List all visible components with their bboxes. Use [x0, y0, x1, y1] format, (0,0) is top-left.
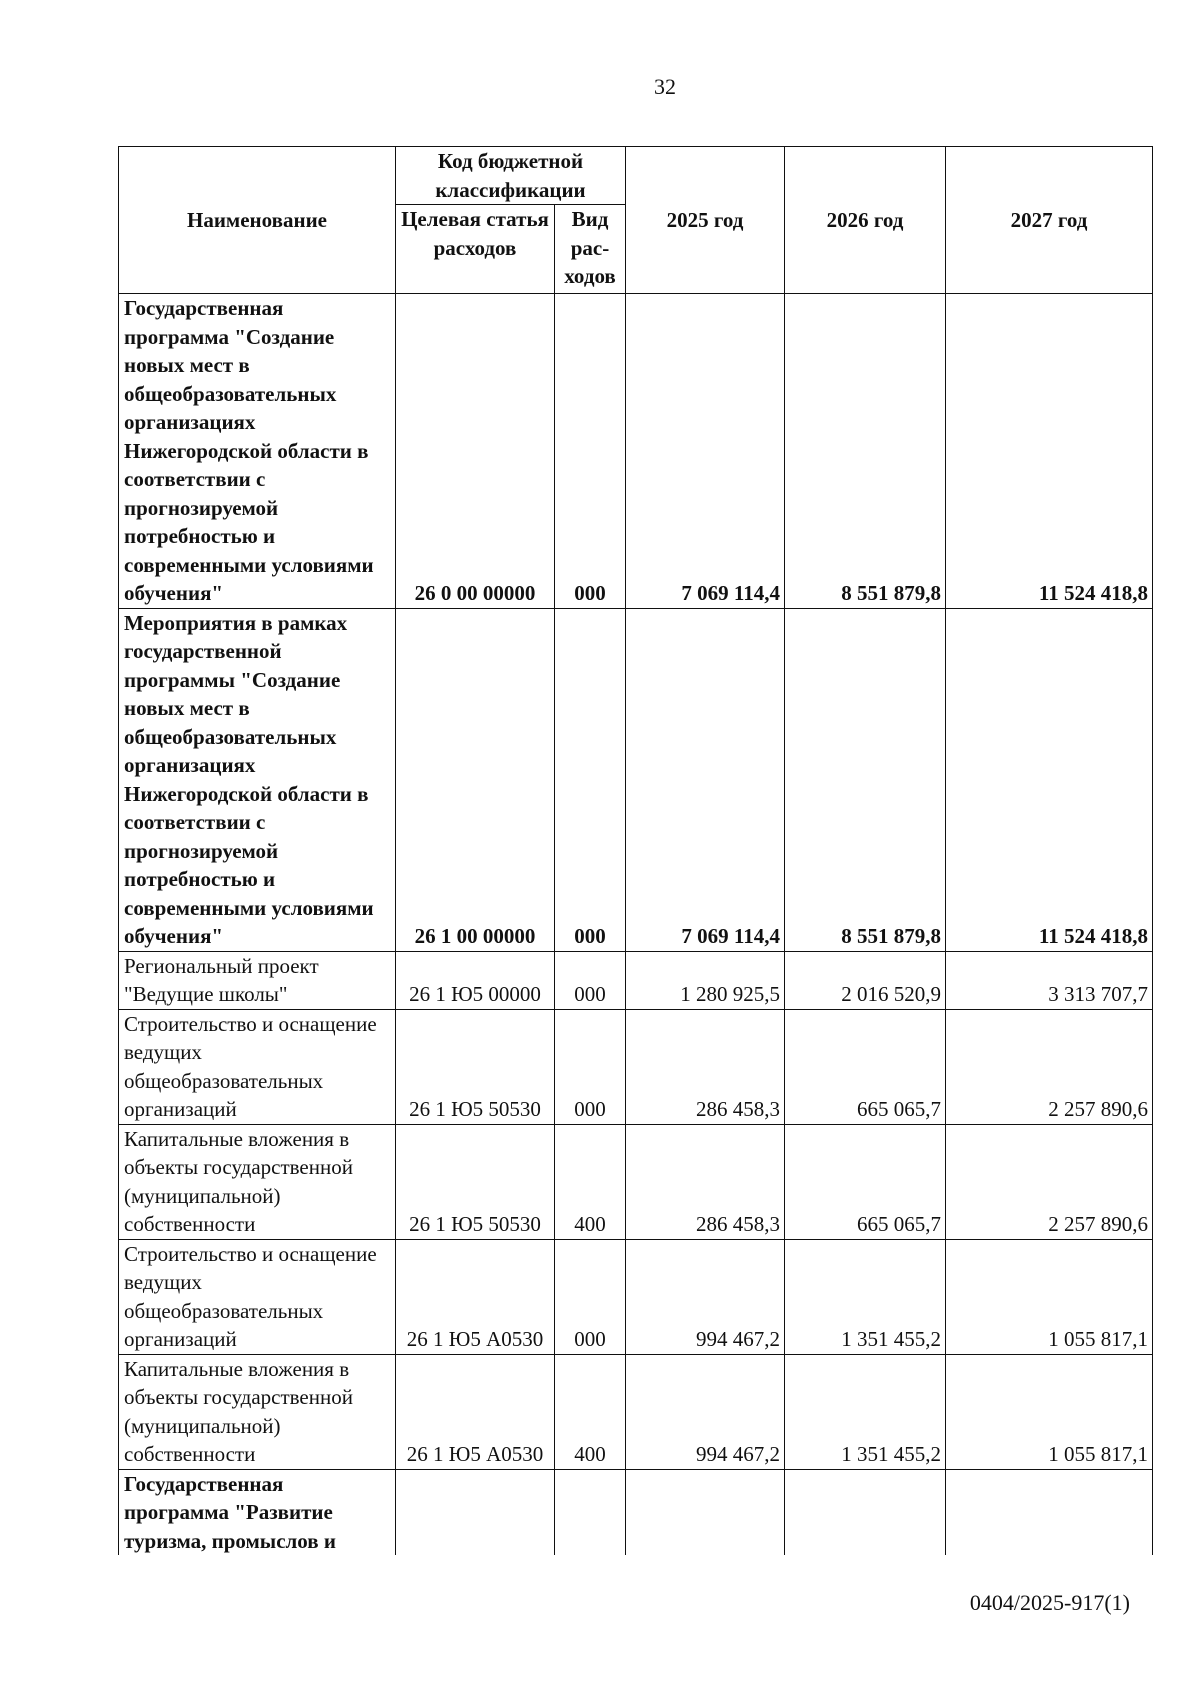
row-2027: 11 524 418,8: [946, 294, 1153, 609]
row-expense-kind: 000: [555, 951, 626, 1009]
row-2027: 2 257 890,6: [946, 1124, 1153, 1239]
row-2026: 8 551 879,8: [785, 608, 946, 951]
row-2027: 2 257 890,6: [946, 1009, 1153, 1124]
budget-table: [118, 146, 1153, 1555]
row-2025: 286 458,3: [626, 1009, 785, 1124]
header-2026: 2026 год: [785, 147, 946, 294]
row-2026: 665 065,7: [785, 1124, 946, 1239]
header-name: Наименование: [119, 147, 396, 294]
header-2025: 2025 год: [626, 147, 785, 294]
row-2026: 1 351 455,2: [785, 1354, 946, 1469]
row-2025: 994 467,2: [626, 1354, 785, 1469]
row-name: Государственная программа "Развитие туризма, промыслов и: [119, 1469, 396, 1555]
row-2027: [946, 1469, 1153, 1555]
row-name: Капитальные вложения в объекты государственной (муниципальной) собственности: [119, 1124, 396, 1239]
row-target-article: 26 0 00 00000: [396, 294, 555, 609]
row-target-article: 26 1 Ю5 50530: [396, 1009, 555, 1124]
row-2025: 994 467,2: [626, 1239, 785, 1354]
row-expense-kind: 000: [555, 1239, 626, 1354]
row-2026: 665 065,7: [785, 1009, 946, 1124]
row-target-article: [396, 1469, 555, 1555]
row-expense-kind: 000: [555, 294, 626, 609]
row-2027: 3 313 707,7: [946, 951, 1153, 1009]
row-name: Капитальные вложения в объекты государственной (муниципальной) собственности: [119, 1354, 396, 1469]
row-expense-kind: 400: [555, 1124, 626, 1239]
row-2027: 1 055 817,1: [946, 1239, 1153, 1354]
row-expense-kind: 000: [555, 1009, 626, 1124]
table-row: [119, 1239, 1153, 1354]
row-2025: 7 069 114,4: [626, 608, 785, 951]
page-number: 32: [654, 74, 676, 99]
header-budget-code: Код бюджетной классификации: [396, 147, 626, 205]
row-expense-kind: 400: [555, 1354, 626, 1469]
header-target-article: Целевая статья расходов: [396, 205, 555, 294]
header-expense-kind: Вид рас-ходов: [555, 205, 626, 294]
row-2027: 11 524 418,8: [946, 608, 1153, 951]
row-target-article: 26 1 Ю5 А0530: [396, 1239, 555, 1354]
table-row: [119, 951, 1153, 1009]
row-2025: 286 458,3: [626, 1124, 785, 1239]
table-row: [119, 608, 1153, 951]
table-row: [119, 1009, 1153, 1124]
row-target-article: 26 1 Ю5 А0530: [396, 1354, 555, 1469]
row-2025: [626, 1469, 785, 1555]
table-row: [119, 1354, 1153, 1469]
row-2027: 1 055 817,1: [946, 1354, 1153, 1469]
row-2025: 1 280 925,5: [626, 951, 785, 1009]
row-name: Региональный проект "Ведущие школы": [119, 951, 396, 1009]
row-2026: 1 351 455,2: [785, 1239, 946, 1354]
row-name: Строительство и оснащение ведущих общеобразовательных организаций: [119, 1009, 396, 1124]
row-target-article: 26 1 Ю5 50530: [396, 1124, 555, 1239]
row-expense-kind: 000: [555, 608, 626, 951]
document-code: 0404/2025-917(1): [969, 1590, 1130, 1615]
header-2027: 2027 год: [946, 147, 1153, 294]
table-row: [119, 1469, 1153, 1555]
row-target-article: 26 1 00 00000: [396, 608, 555, 951]
table-row: [119, 294, 1153, 609]
row-2026: [785, 1469, 946, 1555]
row-name: Строительство и оснащение ведущих общеобразовательных организаций: [119, 1239, 396, 1354]
row-name: Государственная программа "Создание новых мест в общеобразовательных организациях Нижегородской области в соответствии с прогнозируемой потребностью и современными условиями обучения": [119, 294, 396, 609]
row-expense-kind: [555, 1469, 626, 1555]
row-2026: 8 551 879,8: [785, 294, 946, 609]
row-2025: 7 069 114,4: [626, 294, 785, 609]
table-row: [119, 1124, 1153, 1239]
row-2026: 2 016 520,9: [785, 951, 946, 1009]
row-target-article: 26 1 Ю5 00000: [396, 951, 555, 1009]
row-name: Мероприятия в рамках государственной программы "Создание новых мест в общеобразовательных организациях Нижегородской области в соответствии с прогнозируемой потребностью и современными условиями обучения": [119, 608, 396, 951]
